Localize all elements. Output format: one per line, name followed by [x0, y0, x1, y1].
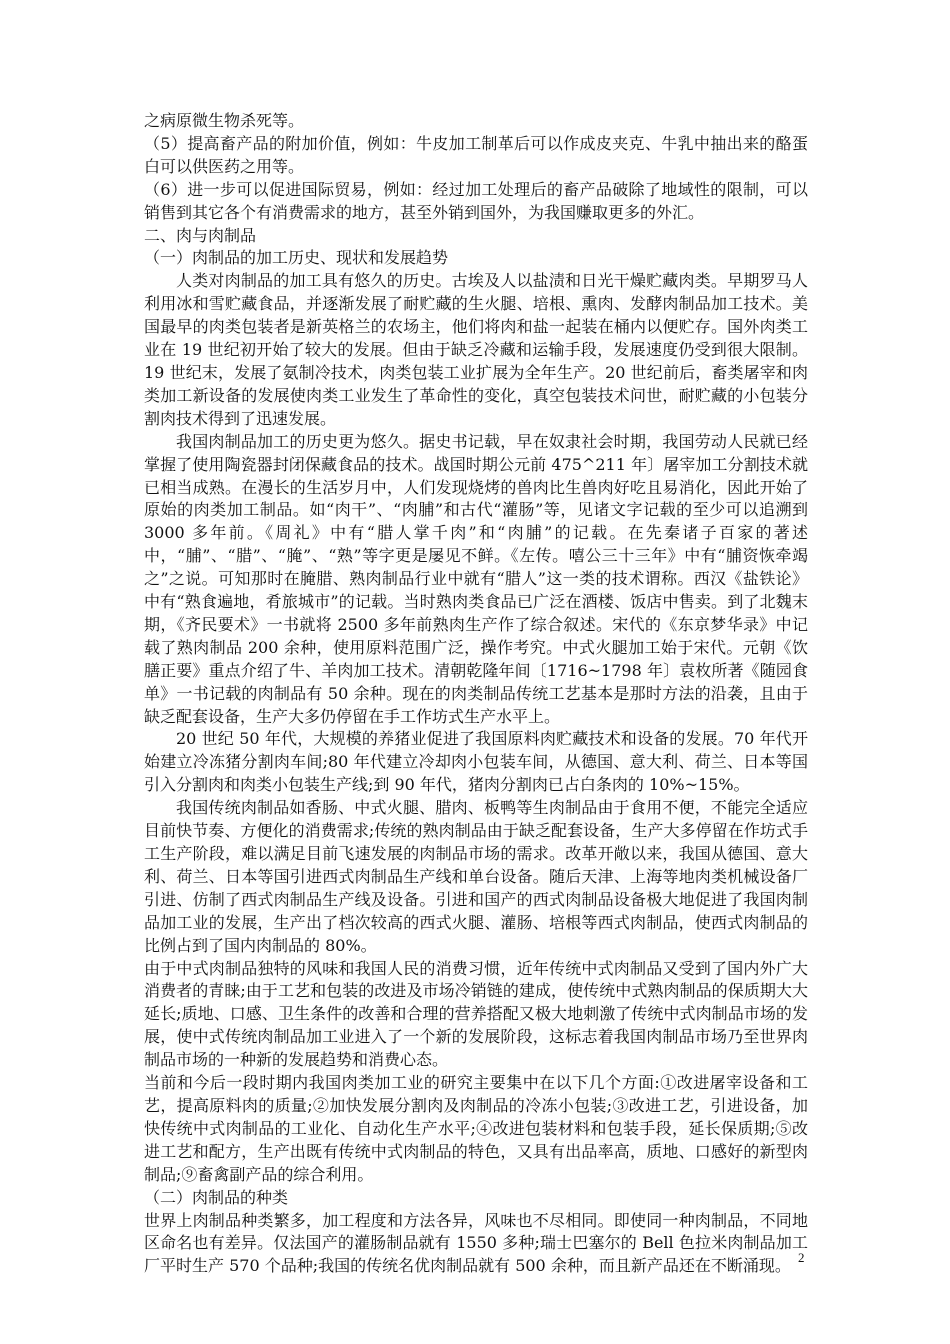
subsection-heading-1: （一）肉制品的加工历史、现状和发展趋势	[144, 248, 449, 268]
paragraph-research-focus: 当前和今后一段时期内我国肉类加工业的研究主要集中在以下几个方面:①改进屠宰设备和工艺，提高原料肉的质量;②加快发展分割肉及肉制品的冷冻小包装;③改进工艺，引进设备，加快传统中式肉制品的工业化、自动化生产水平;④改进包装材料和包装手段，延长保质期;⑤改进工艺和配方，生产出既有传统中式肉制品的特色，又具有出品率高，质地、口感好的新型肉制品;⑨畜禽副产品的综合利用。	[144, 1073, 808, 1184]
document-body	[144, 110, 808, 1278]
paragraph-chinese-style-trend: 由于中式肉制品独特的风味和我国人民的消费习惯，近年传统中式肉制品又受到了国内外广大消费者的青睐;由于工艺和包装的改进及市场冷销链的建成，使传统中式熟肉制品的保质期大大延长;质地、口感、卫生条件的改善和合理的营养搭配又极大地刺激了传统中式肉制品市场的发展，使中式传统肉制品加工业进入了一个新的发展阶段，这标志着我国肉制品市场乃至世界肉制品市场的一种新的发展趋势和消费心态。	[144, 958, 808, 1070]
subsection-heading-2: （二）肉制品的种类	[144, 1187, 289, 1207]
paragraph-product-types: 世界上肉制品种类繁多，加工程度和方法各异，风味也不尽相同。即使同一种肉制品，不同地区命名也有差异。仅法国产的灌肠制品就有 1550 多种;瑞士巴塞尔的 Bell 色拉米肉制品加工厂平时生产 570 个品种;我国的传统名优肉制品就有 500 余种，而且新产品还在不断涌现。	[144, 1210, 808, 1276]
section-heading: 二、肉与肉制品	[144, 225, 257, 245]
list-item-5: （5）提高畜产品的附加价值，例如：牛皮加工制革后可以作成皮夹克、牛乳中抽出来的酪蛋白可以供医药之用等。	[144, 133, 808, 176]
page-number: 2	[798, 1250, 805, 1265]
paragraph-traditional-products: 我国传统肉制品如香肠、中式火腿、腊肉、板鸭等生肉制品由于食用不便，不能完全适应目前快节奏、方便化的消费需求;传统的熟肉制品由于缺乏配套设备，生产大多停留在作坊式手工生产阶段，难以满足目前飞速发展的肉制品市场的需求。改革开敞以来，我国从德国、意大利、荷兰、日本等国引进西式肉制品生产线和单台设备。随后天津、上海等地肉类机械设备厂引进、仿制了西式肉制品生产线及设备。引进和国产的西式肉制品设备极大地促进了我国肉制品加工业的发展，生产出了档次较高的西式火腿、灌肠、培根等西式肉制品，使西式肉制品的比例占到了国内肉制品的 80%。	[144, 798, 808, 955]
paragraph-history-foreign: 人类对肉制品的加工具有悠久的历史。古埃及人以盐渍和日光干燥贮藏肉类。早期罗马人利用冰和雪贮藏食品，并逐渐发展了耐贮藏的生火腿、培根、熏肉、发酵肉制品加工技术。美国最早的肉类包装者是新英格兰的农场主，他们将肉和盐一起装在桶内以便贮存。国外肉类工业在 19 世纪初开始了较大的发展。但由于缺乏冷藏和运输手段，发展速度仍受到很大限制。19 世纪末，发展了氨制冷技术，肉类包装工业扩展为全年生产。20 世纪前后，畜类屠宰和肉类加工新设备的发展使肉类工业发生了革命性的变化，真空包装技术问世，耐贮藏的小包装分割肉技术得到了迅速发展。	[144, 271, 808, 428]
paragraph-continuation: 之病原微生物杀死等。	[144, 111, 305, 130]
list-item-6: （6）进一步可以促进国际贸易，例如：经过加工处理后的畜产品破除了地域性的限制，可以销售到其它各个有消费需求的地方，甚至外销到国外，为我国赚取更多的外汇。	[144, 179, 808, 222]
paragraph-1950s: 20 世纪 50 年代，大规模的养猪业促进了我国原料肉贮藏技术和设备的发展。70 年代开始建立冷冻猪分割肉车间;80 年代建立冷却肉小包装车间，从德国、意大利、荷兰、日本等国引入分割肉和肉类小包装生产线;到 90 年代，猪肉分割肉已占白条肉的 10%~15%。	[144, 729, 808, 795]
paragraph-history-china: 我国肉制品加工的历史更为悠久。据史书记载，早在奴隶社会时期，我国劳动人民就已经掌握了使用陶瓷器封闭保藏食品的技术。战国时期公元前 475^211 年〕屠宰加工分割技术就已相当成熟。在漫长的生活岁月中，人们发现烧烤的兽肉比生兽肉好吃且易消化，因此开始了原始的肉类加工制品。如“肉干”、“肉脯”和古代“灌肠”等，见诸文字记载的至少可以追溯到 3000 多年前。《周礼》中有“腊人掌千肉”和“肉脯”的记载。在先秦诸子百家的著述中，“脯”、“腊”、“腌”、“熟”等字更是屡见不鲜。《左传。嘻公三十三年》中有“脯资恢牵竭之”之说。可知那时在腌腊、熟肉制品行业中就有“腊人”这一类的技术谓称。西汉《盐铁论》中有“熟食遍地，肴旅城市”的记载。当时熟肉类食品已广泛在酒楼、饭店中售卖。到了北魏末期，《齐民要术》一书就将 2500 多年前熟肉生产作了综合叙述。宋代的《东京梦华录》中记载了熟肉制品 200 余种，使用原料范围广泛，操作考究。中式火腿加工始于宋代。元朝《饮膳正要》重点介绍了牛、羊肉加工技术。清朝乾隆年间〔1716~1798 年〕袁枚所著《随园食单》一书记载的肉制品有 50 余种。现在的肉类制品传统工艺基本是那时方法的沿袭，且由于缺乏配套设备，生产大多仍停留在手工作坊式生产水平上。	[144, 431, 808, 726]
